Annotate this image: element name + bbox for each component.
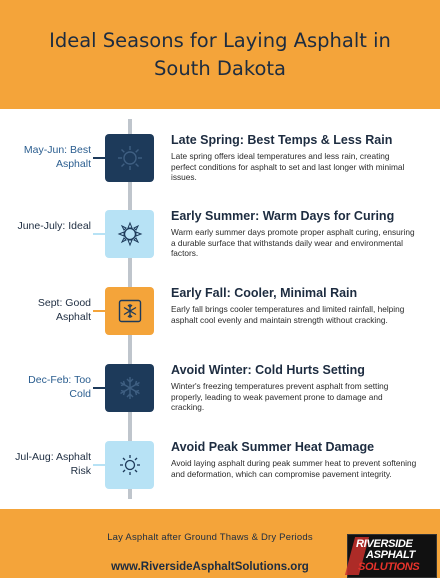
season-row	[0, 361, 440, 417]
row-description: Warm early summer days promote proper asphalt curing, ensuring a durable surface that withstands daily wear and environmental factors.	[171, 227, 415, 259]
row-heading: Avoid Winter: Cold Hurts Setting	[171, 363, 365, 377]
connector	[93, 387, 105, 389]
row-heading: Early Summer: Warm Days for Curing	[171, 209, 395, 223]
logo-text: SOLUTIONS	[358, 561, 420, 573]
season-badge	[105, 210, 154, 258]
season-badge	[105, 134, 154, 182]
row-description: Late spring offers ideal temperatures and less rain, creating perfect conditions for asphalt to set and last longer with minimal issues.	[171, 151, 405, 183]
row-heading: Early Fall: Cooler, Minimal Rain	[171, 286, 358, 300]
season-label: Dec-Feb: Too Cold	[28, 374, 91, 400]
row-description: Early fall brings cooler temperatures and limited rainfall, helping asphalt cool evenly and maintain strength without cracking.	[171, 304, 405, 325]
connector	[93, 464, 105, 466]
connector	[93, 157, 105, 159]
sun-outline-icon	[116, 144, 144, 172]
season-row	[0, 131, 440, 187]
row-heading: Late Spring: Best Temps & Less Rain	[171, 133, 393, 147]
row-description: Avoid laying asphalt during peak summer heat to prevent softening and deformation, which can compromise pavement integrity.	[171, 458, 417, 479]
website-link[interactable]: www.RiversideAsphaltSolutions.org	[111, 561, 309, 573]
company-logo	[347, 534, 437, 578]
header-banner	[0, 0, 440, 109]
row-heading: Avoid Peak Summer Heat Damage	[171, 440, 375, 454]
season-badge	[105, 364, 154, 412]
snowflake-icon	[116, 374, 144, 402]
season-row	[0, 438, 440, 494]
season-row	[0, 284, 440, 340]
season-badge	[105, 287, 154, 335]
sun-icon	[116, 220, 144, 248]
season-row	[0, 207, 440, 263]
logo-text: RIVERSIDE	[356, 538, 413, 550]
page-title: Ideal Seasons for Laying Asphalt in South Dakota	[49, 28, 391, 80]
sun-small-icon	[116, 451, 144, 479]
snowflake-box-icon	[116, 297, 144, 325]
season-badge	[105, 441, 154, 489]
logo-text: ASPHALT	[366, 549, 416, 561]
season-label: Jul-Aug: Asphalt Risk	[15, 451, 91, 477]
connector	[93, 233, 105, 235]
connector	[93, 310, 105, 312]
row-description: Winter's freezing temperatures prevent asphalt from setting properly, leading to weak pavement prone to damage and cracking.	[171, 381, 389, 413]
footer-tagline: Lay Asphalt after Ground Thaws & Dry Periods	[107, 532, 313, 543]
season-label: June-July: Ideal	[17, 220, 91, 232]
season-label: May-Jun: Best Asphalt	[23, 144, 91, 170]
season-label: Sept: Good Asphalt	[37, 297, 91, 323]
